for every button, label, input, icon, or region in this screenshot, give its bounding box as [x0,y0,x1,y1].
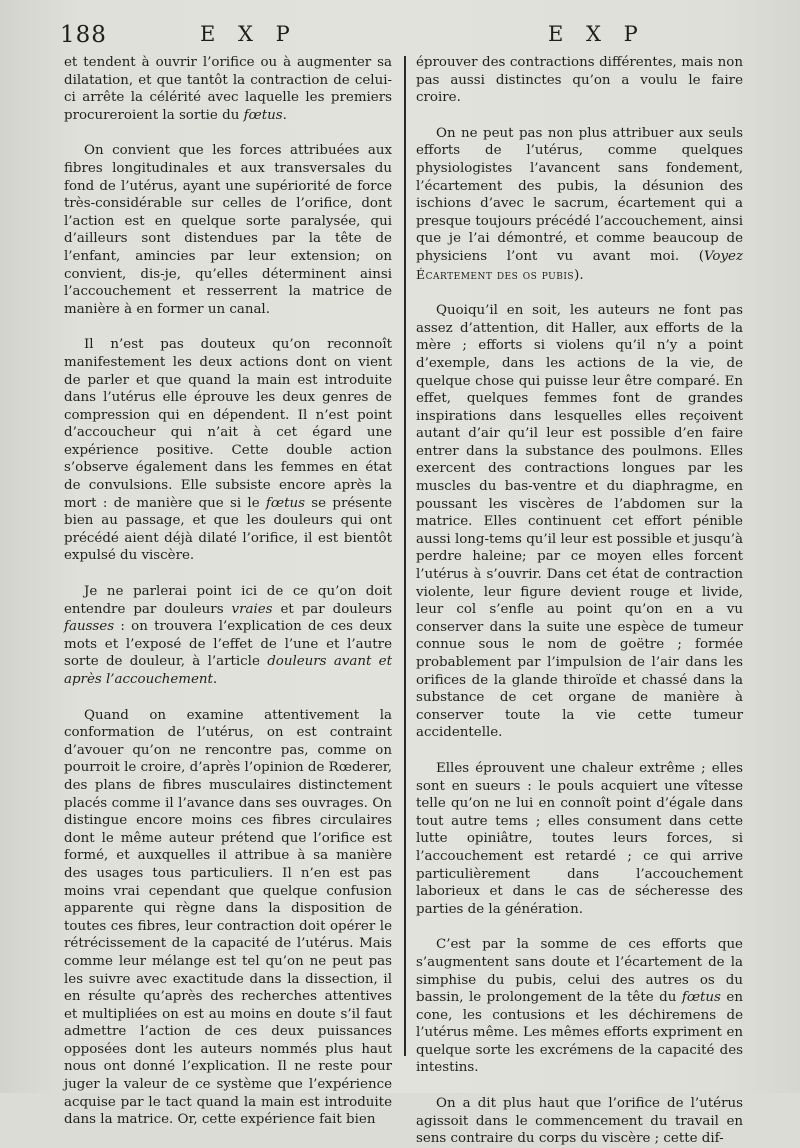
right-paragraph-6: On a dit plus haut que l’orifice de l’utérus agissoit dans le commencement du travail en sens contraire du corps du viscère ; cette dif- [416,1096,743,1147]
page-header [0,22,800,54]
left-paragraph-5: Quand on examine attentivement la conformation de l’utérus, on est contraint d’avouer qu’on ne rencontre pas, comme on pourroit le croire, d’après l’opinion de Rœderer, des plans de fibres musculaires distinctement placés comme il l’avance dans ses ouvrages. On distingue encore moins ces fibres circulaires dont le même auteur prétend que l’orifice est formé, et auxquelles il attribue à sa manière des usages tous particuliers. Il n’en est pas moins vrai cependant que quelque confusion apparente qui règne dans la disposition de toutes ces fibres, leur contraction doit opérer le rétrécissement de la capacité de l’utérus. Mais comme leur mélange est tel qu’on ne peut pas les suivre avec exactitude dans la dissection, il en résulte qu’après des recherches attentives et multipliées on est au moins en doute s’il faut admettre l’action de ces deux puissances opposées dont les auteurs nommés plus haut nous ont donné l’explication. Il ne reste pour juger la valeur de ce système que l’expérience acquise par le tact quand la main est introduite dans la matrice. Or, cette expérience fait bien [64,707,392,1128]
right-paragraph-3: Quoiqu’il en soit, les auteurs ne font pas assez d’attention, dit Haller, aux efforts de la mère ; efforts si violens qu’il n’y a point d’exemple, dans les actions de la vie, de quelque chose qui puisse leur être comparé. En effet, quelques femmes font de grandes inspirations dans lesquelles elles reçoivent autant d’air qu’il leur est possible d’en faire entrer dans la substance des poulmons. Elles exercent des contractions longues par les muscles du bas-ventre et du diaphragme, en poussant les viscères de l’abdomen sur la matrice. Elles continuent cet effort pénible aussi long-tems qu’il leur est possible et jusqu’à perdre haleine; par ce moyen elles forcent l’utérus à s’ouvrir. Dans cet état de contraction violente, leur figure devient rouge et livide, leur col s’enfle au point qu’on en a vu conserver dans la suite une espèce de tumeur connue sous le nom de goëtre ; formée probablement par l’impulsion de l’air dans les orifices de la glande thiroïde et chassé dans la substance de cet organe de manière à conserver toute la vie cette tumeur accidentelle. [416,303,743,741]
right-column [416,54,743,1148]
left-column [64,54,392,1129]
right-paragraph-5: C’est par la somme de ces efforts que s’augmentent sans doute et l’écartement de la simphise du pubis, celui des autres os du bassin, le prolongement de la tête du fœtus en cone, les contusions et les déchiremens de l’utérus même. Les mêmes efforts expriment en quelque sorte les excrémens de la capacité des intestins. [416,937,743,1076]
running-head-right: E X P [548,22,646,46]
left-paragraph-1: et tendent à ouvrir l’orifice ou à augmenter sa dilatation, et que tantôt la contraction de celui-ci arrête la célérité avec laquelle les premiers procureroient la sortie du fœtus. [64,55,392,123]
left-paragraph-2: On convient que les forces attribuées aux fibres longitudinales et aux transversales du fond de l’utérus, ayant une supériorité de force très-considérable sur celles de l’orifice, dont l’action est en quelque sorte paralysée, qui d’ailleurs sont distendues par la tête de l’enfant, amincies par leur extension; on convient, dis-je, qu’elles déterminent ainsi l’accouchement et resserrent la matrice de manière à en former un canal. [64,143,392,317]
right-paragraph-4: Elles éprouvent une chaleur extrême ; elles sont en sueurs : le pouls acquiert une vîtesse telle qu’on ne lui en connoît point d’égale dans tout autre tems ; elles consument dans cette lutte opiniâtre, toutes leurs forces, si l’accouchement est retardé ; ce qui arrive particulièrement dans l’accouchement laborieux et dans le cas de sécheresse des parties de la génération. [416,760,743,917]
running-head-left: E X P [200,22,298,46]
cross-reference: Écartement des os pubis [416,266,575,282]
column-divider [404,56,406,1056]
left-paragraph-4: Je ne parlerai point ici de ce qu’on doit entendre par douleurs vraies et par douleurs fausses : on trouvera l’explication de ces deux mots et l’exposé de l’effet de l’une et l’autre sorte de douleur, à l’article douleurs avant et après l’accouchement. [64,584,392,687]
left-paragraph-3: Il n’est pas douteux qu’on reconnoît manifestement les deux actions dont on vient de parler et que quand la main est introduite dans l’utérus elle éprouve les deux genres de compression qui en dépendent. Il n’est point d’accoucheur qui n’ait à cet égard une expérience positive. Cette double action s’observe également dans les femmes en état de convulsions. Elle subsiste encore après la mort : de manière que si le fœtus se présente bien au passage, et que les douleurs qui ont précédé aient déjà dilaté l’orifice, il est bientôt expulsé du viscère. [64,337,393,564]
right-paragraph-1: éprouver des contractions différentes, mais non pas aussi distinctes qu’on a voulu le faire croire. [416,55,743,106]
right-paragraph-2: On ne peut pas non plus attribuer aux seuls efforts de l’utérus, comme quelques physiologistes l’avancent sans fondement, l’écartement des pubis, la désunion des ischions d’avec le sacrum, écartement qui a presque toujours précédé l’accouchement, ainsi que je l’ai démontré, et comme beaucoup de physiciens l’ont vu avant moi. (Voyez Écartement des os pubis). [416,125,743,283]
page-number: 188 [60,22,107,48]
